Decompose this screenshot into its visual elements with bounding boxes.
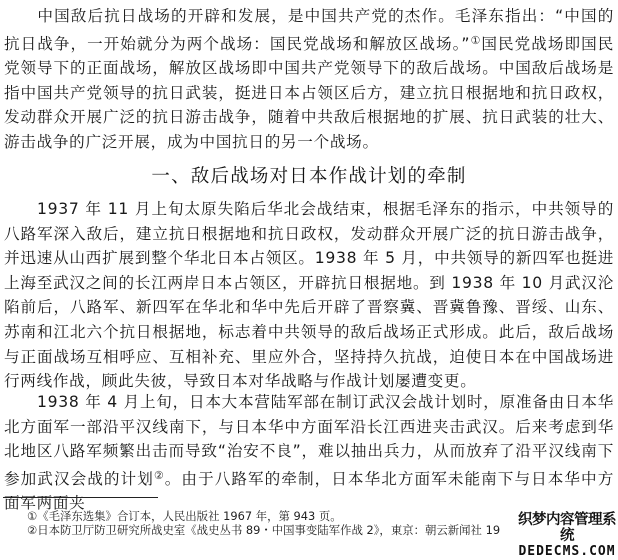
intro-paragraph-text-continued: 国民党战场即国民党领导下的正面战场，解放区战场即中国共产党领导下的敌后战场。中国敌后战场是指中国共产党领导的抗日武装，挺进日本占领区后方，建立抗日根据地和抗日政权，发动群众开展广泛的抗日游击战争，随着中共敌后根据地的扩展、抗日武装的壮大、游击战争的广泛开展，成为中国抗日的另一个战场。 (4, 34, 614, 151)
watermark-line-2: DEDECMS.COM (518, 544, 616, 559)
watermark-line-1: 织梦内容管理系统 (518, 512, 616, 544)
footnote-ref-1[interactable]: ① (470, 33, 482, 47)
footnote-separator (3, 497, 158, 498)
intro-paragraph-text: 中国敌后抗日战场的开辟和发展，是中国共产党的杰作。毛泽东指出：“中国的抗日战争，一开始就分为两个战场：国民党战场和解放区战场。” (4, 7, 614, 53)
watermark-logo (516, 512, 618, 559)
body-paragraph-1938-text-continued: 。由于八路军的牵制，日本华北方面军未能南下与日本华中方面军两面夹 (4, 469, 614, 513)
body-paragraph-1937-text: 1937 年 11 月上旬太原失陷后华北会战结束，根据毛泽东的指示，中共领导的八路军深入敌后，建立抗日根据地和抗日政权，发动群众开展广泛的抗日游击战争，并迅速从山西扩展到整个华北日本占领区。1938 年 5 月，中共领导的新四军也挺进上海至武汉之间的长江两岸日本占领区，开辟抗日根据地。到 1938 年 10 月武汉沦陷前后，八路军、新四军在华北和华中先后开辟了晋察冀、晋冀鲁豫、晋绥、山东、苏南和江北六个抗日根据地，标志着中共领导的敌后战场正式形成。此后，敌后战场与正面战场互相呼应、互相补充、里应外合，坚持持久抗战，迫使日本在中国战场进行两线作战，顾此失彼，导致日本对华战略与作战计划屡遭变更。 (4, 200, 614, 391)
body-paragraph-1937 (4, 197, 614, 394)
section-heading: 一、敌后战场对日本作战计划的牵制 (151, 166, 467, 187)
footnote-2: ②日本防卫厅防卫研究所战史室《战史丛书 89・中国事变陆军作战 2》，東京：朝云新闻社 19 (27, 523, 501, 537)
intro-paragraph (4, 4, 614, 155)
footnote-ref-2[interactable]: ② (153, 468, 165, 482)
body-paragraph-1938-text: 1938 年 4 月上旬，日本大本营陆军部在制订武汉会战计划时，原准备由日本华北方面军一部沿平汉线南下，与日本华中方面军沿长江西进夹击武汉。后来考虑到华北地区八路军频繁出击而导致“治安不良”，难以抽出兵力，从而放弃了沿平汉线南下参加武汉会战的计划 (4, 393, 614, 488)
footnote-1: ①《毛泽东选集》合订本，人民出版社 1967 年，第 943 页。 (27, 509, 342, 523)
